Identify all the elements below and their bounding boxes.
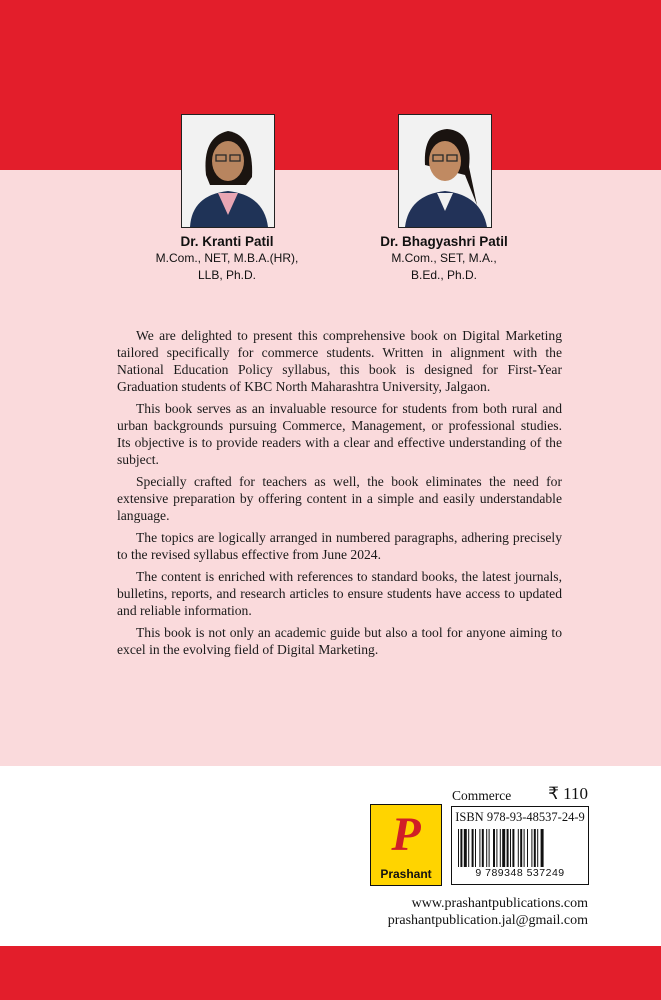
author-credentials: LLB, Ph.D. — [197, 268, 257, 282]
isbn-number: ISBN 978-93-48537-24-9 — [455, 810, 585, 824]
author-name: Dr. Kranti Patil — [180, 234, 274, 249]
author-card — [117, 234, 337, 284]
top-red-band — [0, 0, 661, 170]
author-credentials: B.Ed., Ph.D. — [410, 268, 478, 282]
author-photo-bhagyashri — [398, 114, 492, 228]
description-paragraph: This book is not only an academic guide but also a tool for anyone aiming to excel in the evolving field of Digital Marketing. — [117, 625, 562, 657]
author-card — [334, 234, 554, 284]
barcode-digits: 9 789348 537249 — [475, 867, 565, 879]
author-name: Dr. Bhagyashri Patil — [380, 234, 508, 249]
author-credentials: M.Com., NET, M.B.A.(HR), — [155, 251, 299, 265]
publisher-mark-icon: P — [391, 808, 421, 861]
description-paragraph: Specially crafted for teachers as well, the book eliminates the need for extensive preparation by offering content in a simple and easily understandable language. — [117, 474, 562, 523]
barcode-icon — [457, 829, 583, 867]
book-description — [117, 327, 562, 663]
subject-category: Commerce — [452, 788, 512, 803]
publisher-logo — [370, 804, 442, 886]
publisher-website: www.prashantpublications.com — [411, 896, 588, 911]
publisher-email: prashantpublication.jal@gmail.com — [387, 913, 588, 928]
description-paragraph: The content is enriched with references to standard books, the latest journals, bulletins, reports, and research articles to ensure students have access to updated and reliable information. — [117, 569, 562, 618]
price-label: ₹ 110 — [548, 784, 588, 803]
description-paragraph: The topics are logically arranged in numbered paragraphs, adhering precisely to the revised syllabus effective from June 2024. — [117, 530, 562, 562]
author-photo-kranti — [181, 114, 275, 228]
description-paragraph: We are delighted to present this comprehensive book on Digital Marketing tailored specifically for commerce students. Written in alignment with the National Education Policy syllabus, this book is designed for First-Year Graduation students of KBC North Maharashtra University, Jalgaon. — [117, 328, 562, 394]
publisher-name: Prashant — [380, 867, 432, 881]
bottom-red-band — [0, 946, 661, 1000]
isbn-barcode — [451, 806, 589, 885]
description-paragraph: This book serves as an invaluable resource for students from both rural and urban backgrounds pursuing Commerce, Management, or professional studies. Its objective is to provide readers with a clear and effective understanding of the subject. — [117, 401, 562, 467]
author-credentials: M.Com., SET, M.A., — [391, 251, 497, 265]
